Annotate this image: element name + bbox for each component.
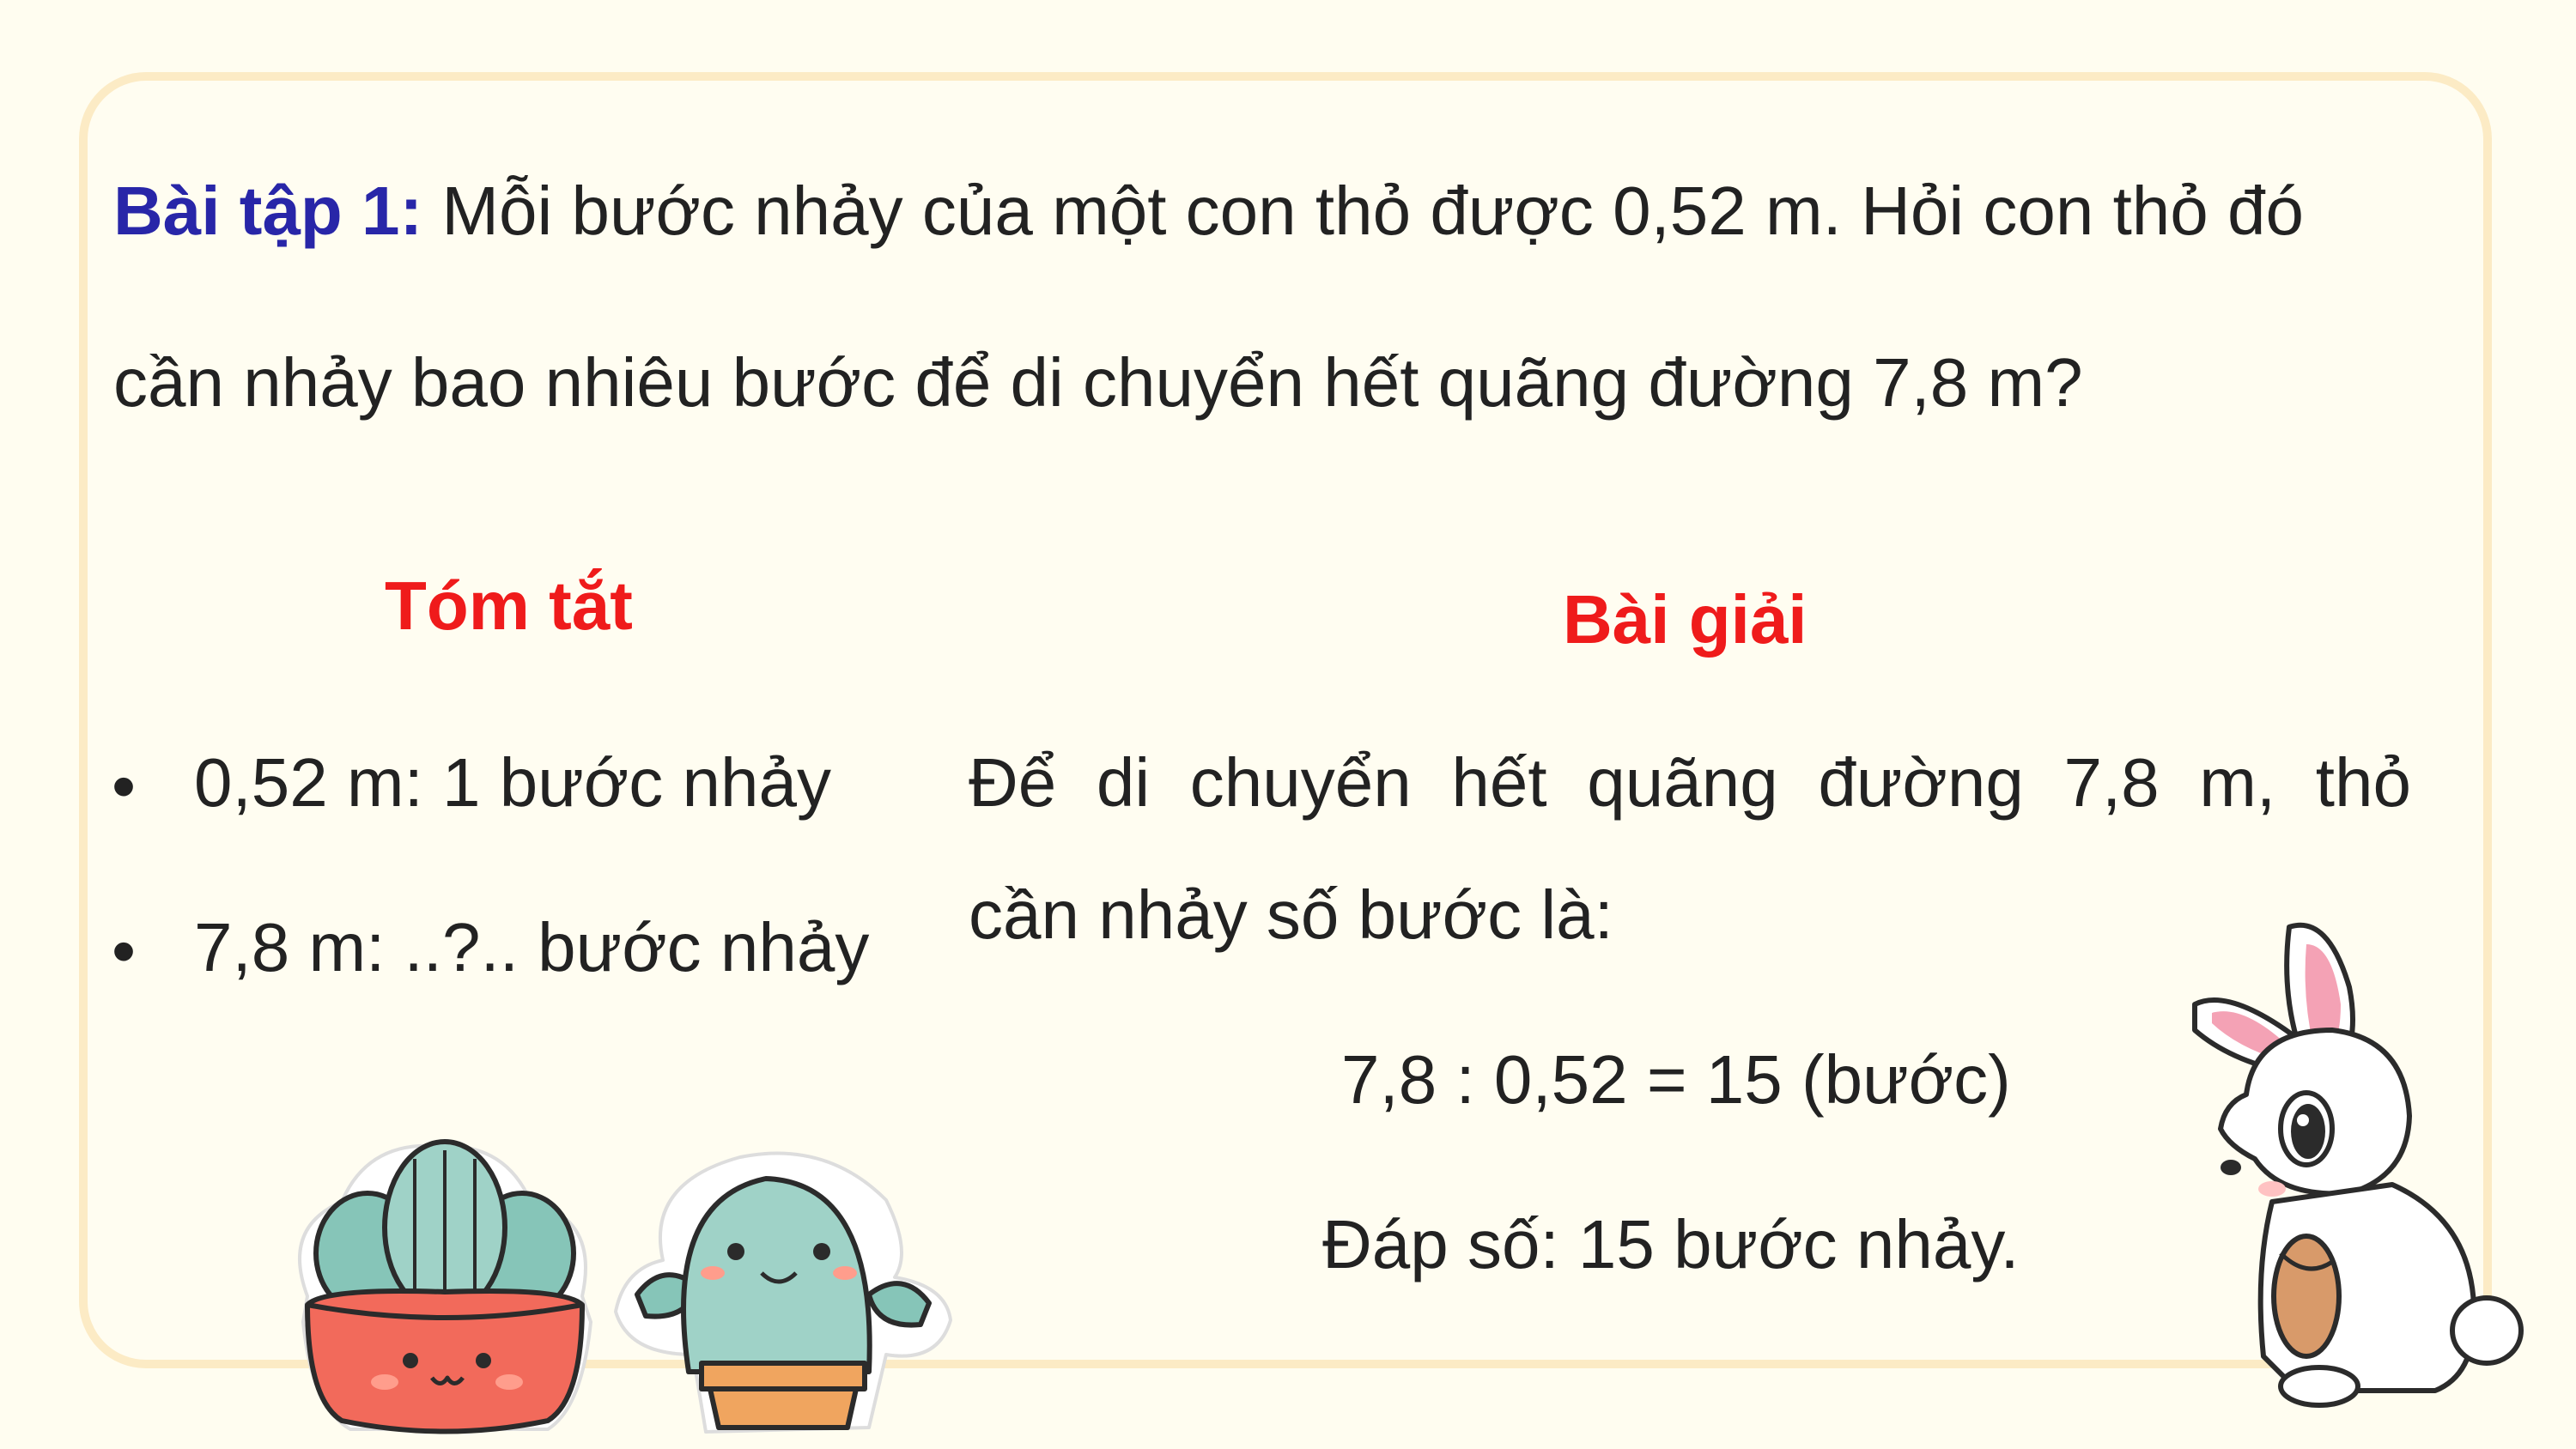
problem-line-2: cần nhảy bao nhiêu bước để di chuyển hết quãng đường 7,8 m? <box>113 344 2083 421</box>
problem-label: Bài tập 1: <box>113 173 423 249</box>
cactus-face-icon <box>611 1131 955 1449</box>
bullet-1: • <box>112 748 137 824</box>
solution-line-2: cần nhảy số bước là: <box>969 876 1613 953</box>
summary-title: Tóm tắt <box>385 567 633 644</box>
calculation: 7,8 : 0,52 = 15 (bước) <box>1341 1041 2011 1118</box>
problem-line-1 <box>113 172 2304 251</box>
solution-line-1: Để di chuyển hết quãng đường 7,8 m, thỏ <box>969 744 2411 821</box>
bunny-icon <box>2178 910 2538 1425</box>
bullet-2: • <box>112 912 137 989</box>
answer: Đáp số: 15 bước nhảy. <box>1322 1206 2020 1282</box>
summary-item-2: 7,8 m: ..?.. bước nhảy <box>194 909 870 985</box>
cactus-pot-icon <box>273 1125 617 1442</box>
problem-text-1: Mỗi bước nhảy của một con thỏ được 0,52 m. Hỏi con thỏ đó <box>441 173 2304 249</box>
solution-title: Bài giải <box>1563 581 1807 658</box>
summary-item-1: 0,52 m: 1 bước nhảy <box>194 744 831 821</box>
